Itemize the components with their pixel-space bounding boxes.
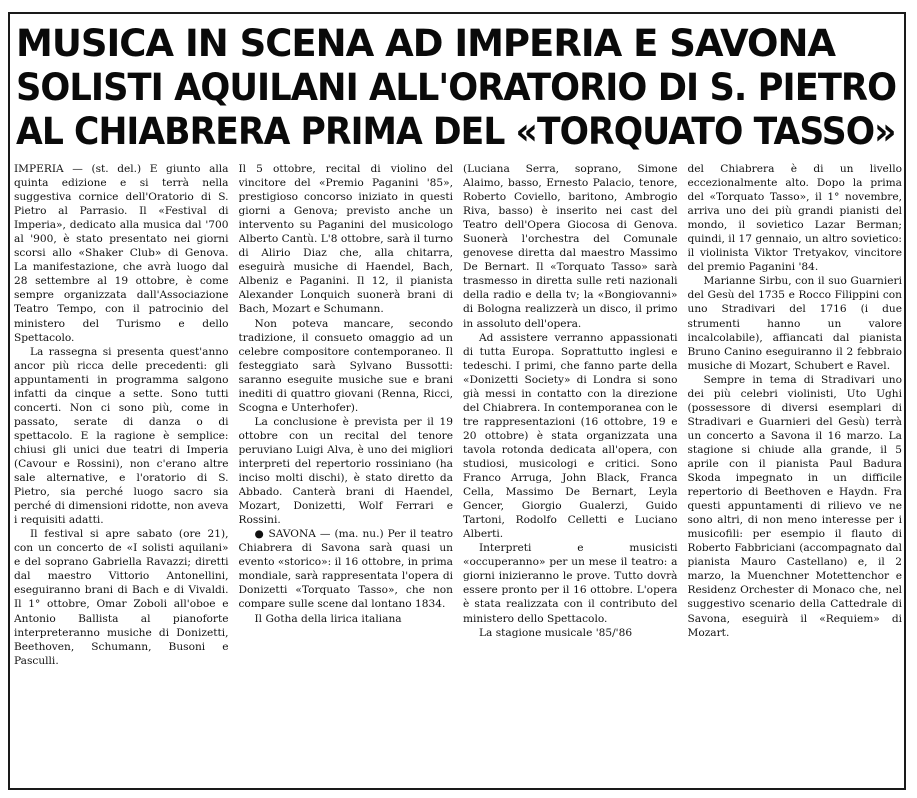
paragraph: Marianne Sirbu, con il suo Guarnieri del Gesù del 1735 e Rocco Filippini con uno Stradivari del 1716 (i due strumenti hanno un valore incalcolabile), affiancati dal pianista Bruno Canino eseguiranno il 2 febbraio musiche di Mozart, Schubert e Ravel.: [687, 275, 902, 372]
paragraph: ● SAVONA — (ma. nu.) Per il teatro Chiabrera di Savona sarà quasi un evento «storico»: il 16 ottobre, in prima mondiale, sarà rappresentata l'opera di Donizetti «Torquato Tasso», che non compare sulle scene dal lontano 1834.: [238, 528, 453, 611]
paragraph: Il Gotha della lirica italiana: [254, 612, 402, 625]
paragraph: Sempre in tema di Stradivari uno dei più celebri violinisti, Uto Ughi (possessore di diversi esemplari di Stradivari e Guarnieri del Gesù) terrà un concerto a Savona il 16 marzo. La stagione si chiude alla grande, il 5 aprile con il pianista Paul Badura Skoda impegnato in un difficile repertorio di Beethoven e Haydn. Fra questi appuntamenti di rilievo ve ne sono altri, di non meno interesse per i musicofili: per esempio il flauto di Roberto Fabbriciani (accompagnato dal pianista Mauro Castellano) e, il 2 marzo, la Muenchner Motettenchor e Residenz Orchester di Monaco che, nel suggestivo scenario della Cattedrale di Savona, eseguirà il «Requiem» di Mozart.: [687, 373, 902, 639]
article-column-4: [688, 162, 903, 786]
paragraph: Non poteva mancare, secondo tradizione, il consueto omaggio ad un celebre compositore contemporaneo. Il festeggiato sarà Sylvano Bussotti: saranno eseguite musiche sue e brani inediti di quattro giovani (Renna, Ricci, Scogna e Unterhofer).: [238, 317, 453, 414]
article-column-3: [463, 162, 678, 786]
article-body: [14, 162, 902, 786]
paragraph: La conclusione è prevista per il 19 ottobre con un recital del tenore peruviano Luigi Alva, è uno dei migliori interpreti del repertorio rossiniano (ha inciso molti dischi), è stato diretto da Abbado. Canterà brani di Haendel, Mozart, Donizetti, Wolf Ferrari e Rossini.: [238, 415, 453, 527]
paragraph: del Chiabrera è di un livello eccezionalmente alto. Dopo la prima del «Torquato Tasso», il 1° novembre, arriva uno dei più grandi pianisti del mondo, il sovietico Lazar Berman; quindi, il 17 gennaio, un altro sovietico: il violinista Viktor Tretyakov, vincitore del premio Paganini '84.: [687, 163, 902, 274]
paragraph: La rassegna si presenta quest'anno ancor più ricca delle precedenti: gli appuntamenti in programma salgono infatti da cinque a sette. Sono tutti concerti. Non ci sono più, come in passato, serate di danza o di spettacolo. E la ragione è semplice: chiusi gli unici due teatri di Imperia (Cavour e Rossini), non c'erano altre sale alternative, e l'oratorio di S. Pietro, sia perché luogo sacro sia perché di dimensioni ridotte, non aveva i requisiti adatti.: [14, 345, 229, 527]
paragraph: Interpreti e musicisti «occuperanno» per un mese il teatro: a giorni inizieranno le prove. Tutto dovrà essere pronto per il 16 ottobre. L'opera è stata realizzata con il contributo del ministero dello Spettacolo.: [463, 542, 678, 625]
paragraph: Il 5 ottobre, recital di violino del vincitore del «Premio Paganini '85», prestigioso concorso iniziato in questi giorni a Genova; previsto anche un intervento su Paganini del musicologo Alberto Cantù. L'8 ottobre, sarà il turno di Alirio Diaz che, alla chitarra, eseguirà musiche di Haendel, Bach, Albeniz e Paganini. Il 12, il pianista Alexander Lonquich suonerà brani di Bach, Mozart e Schumann.: [238, 163, 453, 316]
headline-line-2: SOLISTI AQUILANI ALL'ORATORIO DI S. PIETRO: [16, 66, 897, 109]
paragraph: (Luciana Serra, soprano, Simone Alaimo, basso, Ernesto Palacio, tenore, Roberto Coviello, baritono, Ambrogio Riva, basso) è inserito nei cast del Teatro dell'Opera Giocosa di Genova. Suonerà l'orchestra del Comunale genovese diretta dal maestro Massimo De Bernart. Il «Torquato Tasso» sarà trasmesso in diretta sulle reti nazionali della radio e della tv; la «Bongiovanni» di Bologna realizzerà un disco, il primo in assoluto dell'opera.: [463, 163, 678, 330]
article-column-2: [239, 162, 454, 786]
paragraph: La stagione musicale '85/'86: [479, 626, 633, 639]
headline-line-3: AL CHIABRERA PRIMA DEL «TORQUATO TASSO»: [16, 110, 896, 153]
paragraph: Il festival si apre sabato (ore 21), con un concerto de «I solisti aquilani» e del soprano Gabriella Ravazzi; diretti dal maestro Vittorio Antonellini, eseguiranno brani di Bach e di Vivaldi. Il 1° ottobre, Omar Zoboli all'oboe e Antonio Ballista al pianoforte interpreteranno musiche di Donizetti, Beethoven, Schumann, Busoni e Pasculli.: [14, 528, 229, 667]
paragraph: Ad assistere verranno appassionati di tutta Europa. Soprattutto inglesi e tedeschi. I primi, che fanno parte della «Donizetti Society» di Londra si sono già messi in contatto con la direzione del Chiabrera. In contemporanea con le tre rappresentazioni (16 ottobre, 19 e 20 ottobre) è stata organizzata una tavola rotonda dedicata all'opera, con studiosi, musicologi e critici. Sono Franco Arruga, John Black, Franca Cella, Massimo De Bernart, Leyla Gencer, Giorgio Gualerzi, Guido Tartoni, Rodolfo Celletti e Luciano Alberti.: [463, 331, 678, 541]
article-column-1: [14, 162, 229, 786]
paragraph: IMPERIA — (st. del.) E giunto alla quinta edizione e si terrà nella suggestiva cornice dell'Oratorio di S. Pietro al Parrasio. Il «Festival di Imperia», dedicato alla musica dal '700 al '900, è stato presentato nei giorni scorsi allo «Shaker Club» di Genova. La manifestazione, che avrà luogo dal 28 settembre al 19 ottobre, è come sempre organizzata dall'Associazione Teatro Tempo, con il patrocinio del ministero del Turismo e dello Spettacolo.: [14, 163, 229, 344]
headline-line-1: MUSICA IN SCENA AD IMPERIA E SAVONA: [16, 22, 836, 65]
